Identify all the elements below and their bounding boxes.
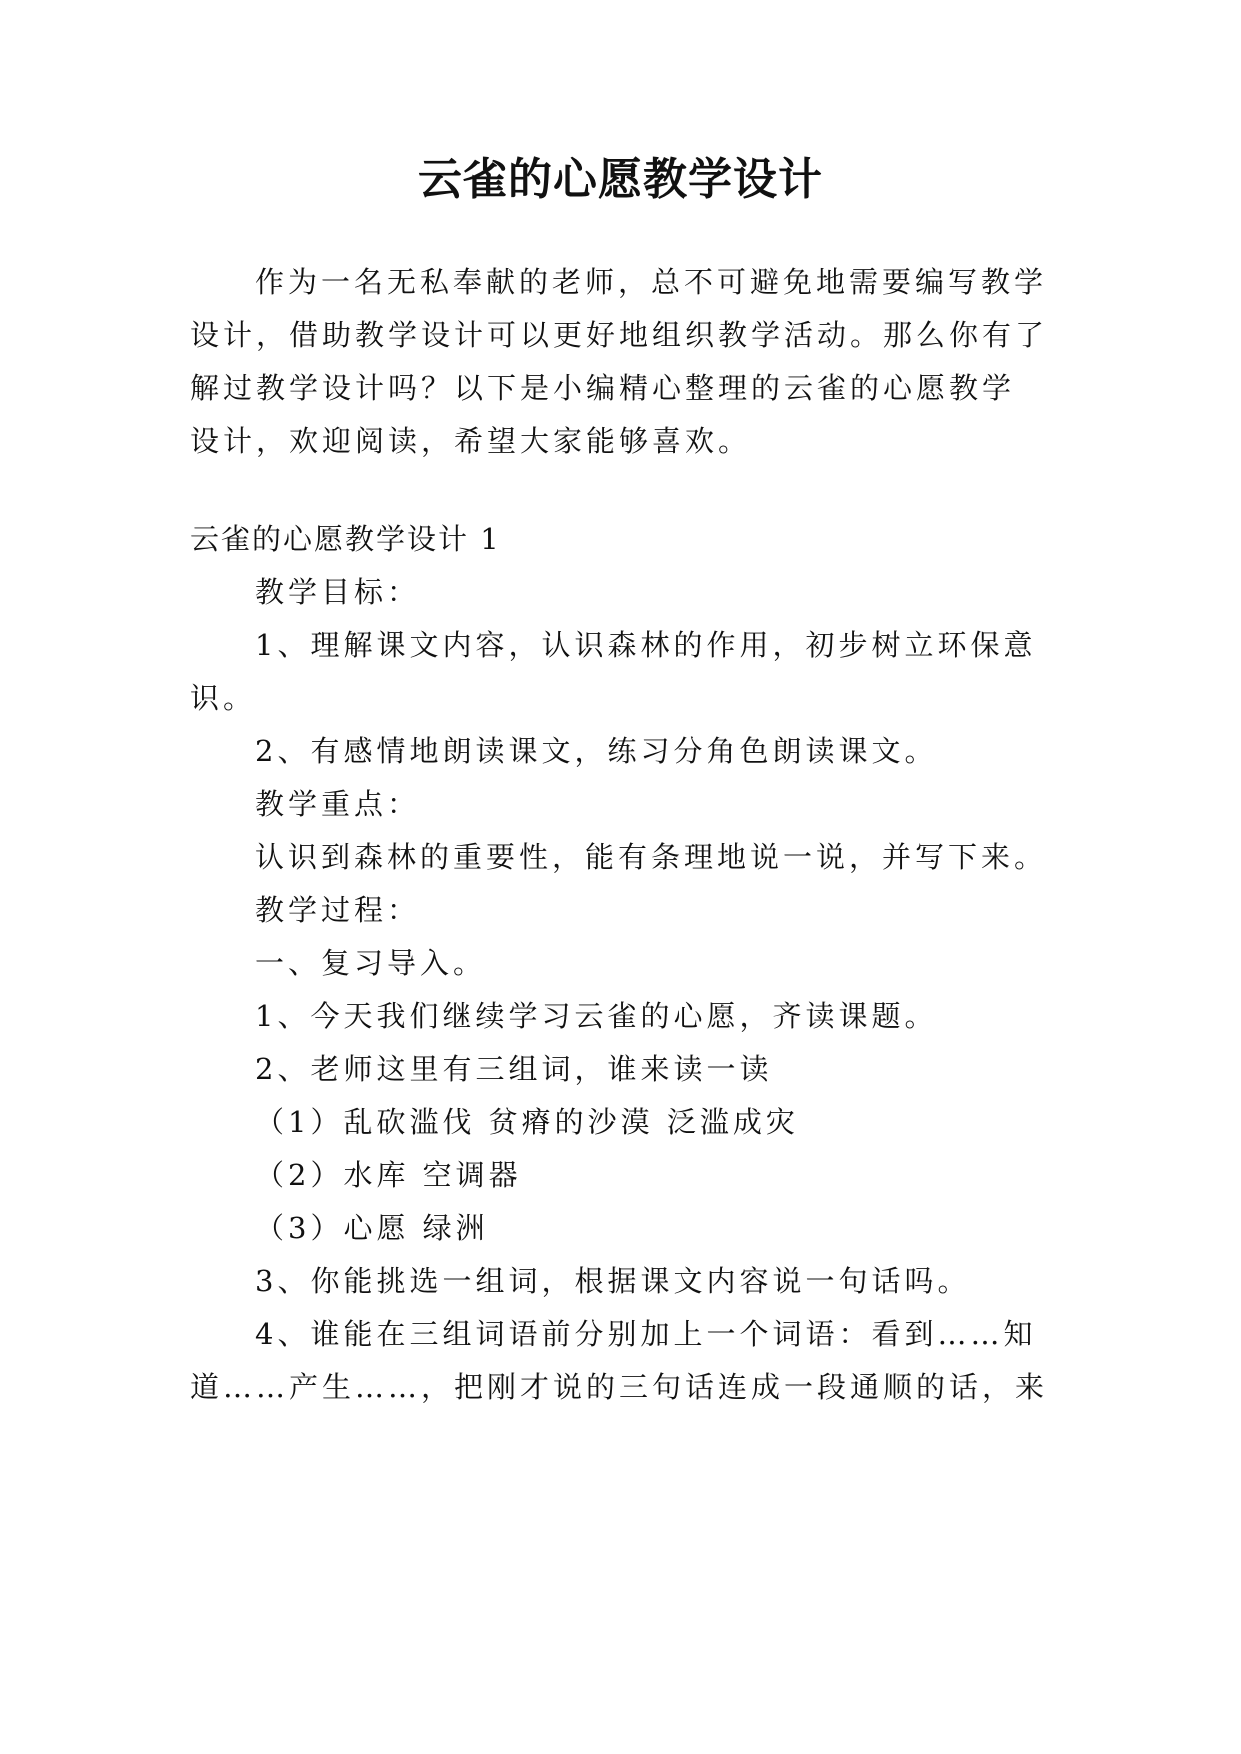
body-line: 教学过程：: [255, 893, 421, 927]
body-line: 识。: [190, 681, 257, 715]
body-line: 道……产生……，把刚才说的三句话连成一段通顺的话，来: [190, 1370, 1049, 1404]
body-line: 1、理解课文内容，认识森林的作用，初步树立环保意: [255, 628, 1037, 662]
body-line: 1、今天我们继续学习云雀的心愿，齐读课题。: [255, 999, 938, 1033]
intro-line-1: 作为一名无私奉献的老师，总不可避免地需要编写教学: [255, 265, 1048, 299]
body-line: （3）心愿 绿洲: [255, 1211, 489, 1245]
body-line: 2、老师这里有三组词，谁来读一读: [255, 1052, 773, 1086]
intro-line-4: 设计，欢迎阅读，希望大家能够喜欢。: [190, 424, 752, 458]
section-heading: 云雀的心愿教学设计 1: [190, 522, 501, 556]
document-title: 云雀的心愿教学设计: [418, 154, 823, 205]
body-line: 教学目标：: [255, 575, 421, 609]
body-line: 教学重点：: [255, 787, 421, 821]
body-line: 一、复习导入。: [255, 946, 487, 980]
intro-line-3: 解过教学设计吗？以下是小编精心整理的云雀的心愿教学: [190, 371, 1016, 405]
body-line: （2）水库 空调器: [255, 1158, 522, 1192]
body-line: （1）乱砍滥伐 贫瘠的沙漠 泛滥成灾: [255, 1105, 799, 1139]
body-line: 认识到森林的重要性，能有条理地说一说，并写下来。: [255, 840, 1048, 874]
body-line: 2、有感情地朗读课文，练习分角色朗读课文。: [255, 734, 938, 768]
intro-line-2: 设计，借助教学设计可以更好地组织教学活动。那么你有了: [190, 318, 1049, 352]
body-line: 4、谁能在三组词语前分别加上一个词语：看到……知: [255, 1317, 1037, 1351]
body-line: 3、你能挑选一组词，根据课文内容说一句话吗。: [255, 1264, 971, 1298]
